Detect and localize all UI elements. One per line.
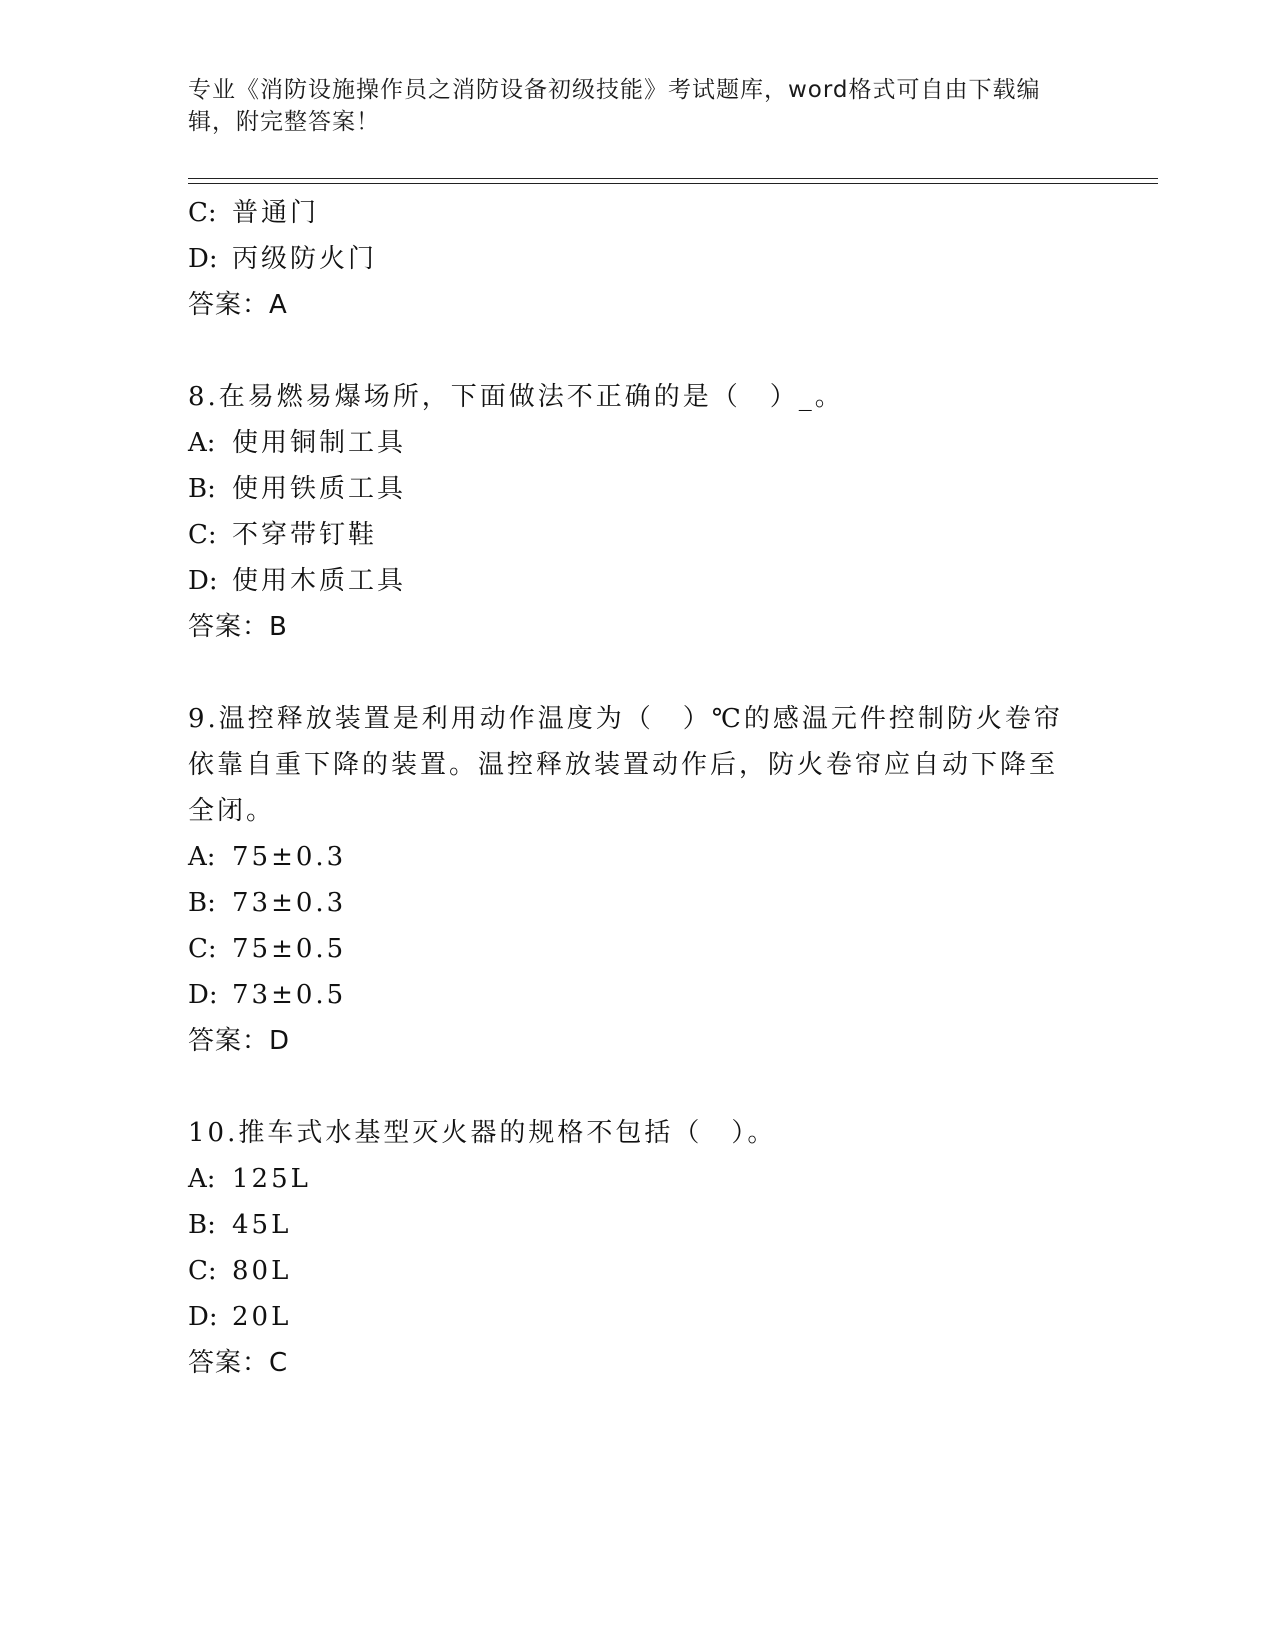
question-10 bbox=[188, 1110, 1088, 1386]
question-stem: 8.在易燃易爆场所，下面做法不正确的是（ ）_。 bbox=[188, 382, 844, 412]
question-7-continued bbox=[188, 190, 1088, 328]
option-letter: A: bbox=[188, 842, 216, 872]
option-row bbox=[188, 834, 1088, 880]
option-letter: C: bbox=[188, 1256, 217, 1286]
header-divider-bottom bbox=[188, 183, 1158, 184]
option-row bbox=[188, 190, 1088, 236]
option-letter: A: bbox=[188, 1164, 216, 1194]
option-letter: D: bbox=[188, 244, 218, 274]
answer-line: 答案：D bbox=[188, 1026, 291, 1056]
question-stem: 9.温控释放装置是利用动作温度为（ ）℃的感温元件控制防火卷帘依靠自重下降的装置。温控释放装置动作后，防火卷帘应自动下降至全闭。 bbox=[188, 704, 1063, 826]
option-row bbox=[188, 1202, 1088, 1248]
option-text: 73±0.5 bbox=[232, 980, 347, 1010]
option-text: 使用铜制工具 bbox=[232, 428, 407, 458]
option-text: 不穿带钉鞋 bbox=[232, 520, 378, 550]
document-header: 专业《消防设施操作员之消防设备初级技能》考试题库，word格式可自由下载编辑，附完整答案！ bbox=[188, 77, 1041, 135]
answer-line: 答案：B bbox=[188, 612, 288, 642]
option-text: 45L bbox=[232, 1210, 292, 1240]
option-text: 20L bbox=[232, 1302, 292, 1332]
option-row bbox=[188, 880, 1088, 926]
option-row bbox=[188, 1156, 1088, 1202]
option-text: 80L bbox=[232, 1256, 292, 1286]
option-letter: C: bbox=[188, 198, 217, 228]
option-letter: D: bbox=[188, 1302, 218, 1332]
answer-line: 答案：C bbox=[188, 1348, 289, 1378]
option-row bbox=[188, 236, 1088, 282]
option-row bbox=[188, 512, 1088, 558]
option-row bbox=[188, 420, 1088, 466]
option-text: 使用铁质工具 bbox=[232, 474, 407, 504]
option-letter: C: bbox=[188, 934, 217, 964]
option-letter: D: bbox=[188, 566, 218, 596]
option-row bbox=[188, 1248, 1088, 1294]
option-text: 75±0.3 bbox=[232, 842, 347, 872]
option-row bbox=[188, 972, 1088, 1018]
option-letter: A: bbox=[188, 428, 216, 458]
option-text: 使用木质工具 bbox=[232, 566, 407, 596]
option-row bbox=[188, 558, 1088, 604]
option-letter: B: bbox=[188, 888, 216, 918]
question-stem: 10.推车式水基型灭火器的规格不包括（ ）。 bbox=[188, 1118, 777, 1148]
option-row bbox=[188, 466, 1088, 512]
option-letter: C: bbox=[188, 520, 217, 550]
question-list bbox=[188, 190, 1088, 1386]
answer-line: 答案：A bbox=[188, 290, 288, 320]
option-text: 普通门 bbox=[232, 198, 320, 228]
option-row bbox=[188, 926, 1088, 972]
question-9 bbox=[188, 696, 1088, 1064]
option-letter: D: bbox=[188, 980, 218, 1010]
option-text: 75±0.5 bbox=[232, 934, 347, 964]
header-divider-top bbox=[188, 178, 1158, 179]
option-row bbox=[188, 1294, 1088, 1340]
option-text: 73±0.3 bbox=[232, 888, 347, 918]
option-letter: B: bbox=[188, 474, 216, 504]
option-text: 丙级防火门 bbox=[232, 244, 378, 274]
question-8 bbox=[188, 374, 1088, 650]
option-text: 125L bbox=[232, 1164, 311, 1194]
option-letter: B: bbox=[188, 1210, 216, 1240]
